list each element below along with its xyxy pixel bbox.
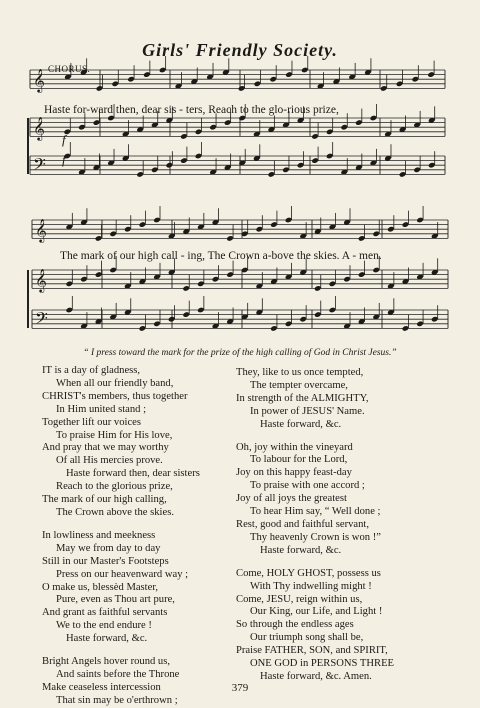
epigraph: “ I press toward the mark for the prize of the high calling of God in Christ Jesus.” (83, 348, 397, 358)
verse-line: And saints before the Throne (56, 668, 180, 680)
verse-line: In Him united stand ; (56, 403, 147, 415)
verse-line: To labour for the Lord, (250, 454, 348, 466)
verse-line: In power of JESUS' Name. (250, 405, 365, 417)
treble-clef: 𝄢 (33, 154, 46, 178)
verse-line: Haste forward, &c. (66, 633, 148, 645)
verse-line: Joy of all joys the greatest (236, 493, 347, 505)
verse-line: And grant as faithful servants (42, 607, 168, 619)
verse-line: ONE GOD in PERSONS THREE (250, 658, 395, 670)
verse-line: In strength of the ALMIGHTY, (236, 392, 369, 404)
verse-line: Our triumph song shall be, (250, 632, 364, 644)
verse-line: Reach to the glorious prize, (56, 481, 173, 493)
verse-column-left (42, 365, 200, 708)
verse-line: That sin may be o'erthrown ; (56, 694, 178, 706)
verse-line: When all our friendly band, (56, 377, 174, 389)
verse-line: Together lift our voices (42, 416, 141, 428)
verse-line: To praise with one accord ; (250, 480, 365, 492)
verse-line: May we from day to day (56, 542, 161, 554)
verse-line: Praise FATHER, SON, and SPIRIT, (236, 645, 388, 657)
verse-line: They, like to us once tempted, (236, 367, 364, 378)
verse-line: With Thy indwelling might ! (250, 580, 372, 592)
dynamic-mark-1: f (62, 132, 66, 147)
verse-line: We to the end endure ! (56, 620, 152, 632)
verse-line: Bright Angels hover round us, (42, 656, 170, 668)
verse-line: And pray that we may worthy (42, 442, 169, 454)
verse-line: Oh, joy within the vineyard (236, 441, 353, 453)
verse-line: Haste forward, &c. (260, 544, 342, 556)
verse-line: In lowliness and meekness (42, 529, 156, 541)
page-title: Girls' Friendly Society. (142, 40, 338, 60)
verse-line: Pure, even as Thou art pure, (56, 594, 175, 606)
verse-line: Joy on this happy feast-day (236, 467, 352, 479)
verse-line: Haste forward, &c. Amen. (260, 670, 372, 682)
verse-line: The Crown above the skies. (56, 506, 174, 518)
verse-line: To hear Him say, “ Well done ; (250, 506, 381, 518)
verse-line: So through the endless ages (236, 619, 354, 631)
verse-line: The mark of our high calling, (42, 494, 167, 506)
verse-line: Haste forward, &c. (260, 418, 342, 430)
verse-line: Still in our Master's Footsteps (42, 555, 169, 567)
verse-line: Our King, our Life, and Light ! (250, 606, 383, 618)
verse-line: Make ceaseless intercession (42, 681, 161, 693)
verse-line: Come, HOLY GHOST, possess us (236, 567, 381, 579)
lyric-line-1: Haste for-ward then, dear sis - ters, Reach to the glo-rious prize, (44, 104, 339, 116)
bass-clef: 𝄞 (33, 116, 45, 140)
verse-line: To praise Him for His love, (56, 429, 173, 441)
verse-line: CHRIST's members, thus together (42, 390, 188, 402)
verse-line: Rest, good and faithful servant, (236, 518, 369, 530)
verse-line: Press on our heavenward way ; (56, 568, 189, 580)
verse-line: Thy heavenly Crown is won !” (250, 531, 381, 543)
verse-line: Haste forward then, dear sisters (66, 468, 200, 480)
treble-clef: 𝄞 (33, 68, 45, 92)
bass-clef: 𝄞 (35, 218, 47, 242)
chorus-label: CHORUS. (48, 64, 91, 74)
lyric-line-2: The mark of our high call - ing, The Crown a-bove the skies. A - men. (60, 250, 382, 262)
treble-clef: 𝄞 (35, 268, 47, 292)
verse-column-right (236, 367, 394, 684)
dynamic-mark-2: f (62, 152, 66, 167)
verse-line: O make us, blessèd Master, (42, 581, 159, 593)
verse-line: Of all His mercies prove. (56, 455, 163, 467)
verse-line: IT is a day of gladness, (42, 365, 141, 376)
verse-line: The tempter overcame, (250, 379, 348, 391)
verse-line: Come, JESU, reign within us, (236, 593, 363, 605)
music-score (0, 0, 480, 350)
bass-clef: 𝄢 (35, 308, 48, 332)
page-number: 379 (231, 682, 249, 694)
